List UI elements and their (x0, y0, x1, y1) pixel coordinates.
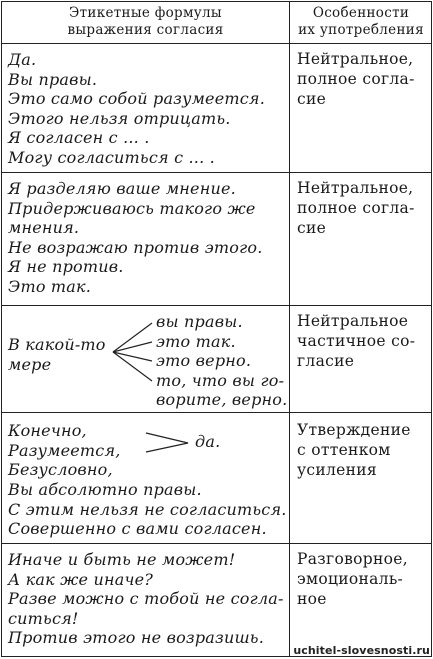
usage-line: полное согла- (297, 69, 415, 88)
usage-line: полное согла- (297, 198, 415, 217)
row4-usage (297, 421, 411, 480)
phrase: Это само собой разумеется. (8, 89, 266, 109)
arrow-line (146, 433, 188, 452)
usage-line: Нейтральное (297, 312, 409, 330)
row5-phrases (8, 550, 284, 648)
phrase: Иначе и быть не может! (8, 550, 236, 569)
phrase: Я согласен с ... . (8, 128, 150, 148)
usage-line: гласие (297, 351, 355, 370)
branch-phrase: это так. (156, 331, 236, 351)
usage-line: Утверждение (297, 421, 411, 439)
usage-line: Нейтральное, (297, 50, 414, 68)
phrase: Безусловно, (8, 460, 113, 480)
phrase: Разве можно с тобой не согла- (8, 589, 284, 609)
usage-line: сие (297, 89, 327, 108)
phrase: С этим нельзя не согласиться. (8, 499, 287, 519)
branch-phrase: то, что вы го- (156, 370, 285, 390)
target-phrase: да. (195, 432, 221, 451)
header-line: Особенности (312, 5, 410, 21)
usage-line: ное (297, 589, 327, 608)
phrase: Вы абсолютно правы. (8, 480, 202, 499)
header-line: выражения согласия (67, 22, 224, 38)
phrase: мнения. (8, 218, 80, 238)
phrase: А как же иначе? (8, 569, 154, 589)
phrase: Конечно, (8, 421, 87, 440)
branch-phrase: это верно. (156, 351, 252, 371)
usage-line: эмоциональ- (297, 569, 404, 588)
usage-line: усиления (297, 460, 377, 479)
phrase: Я разделяю ваше мнение. (8, 179, 236, 198)
branch-line (113, 323, 152, 352)
phrase: Совершенно с вами согласен. (8, 519, 267, 539)
phrase: Я не против. (8, 257, 124, 277)
phrase: мере (8, 354, 52, 374)
phrase: Могу согласиться с ... . (8, 147, 215, 167)
phrase: Да. (8, 50, 37, 69)
phrase: Это так. (8, 276, 92, 296)
row4-target (195, 432, 220, 452)
usage-line: Нейтральное, (297, 179, 414, 197)
usage-line: частичное со- (297, 331, 416, 350)
usage-line: с оттенком (297, 440, 391, 459)
phrase: Против этого не возразишь. (8, 628, 265, 648)
branch-phrase: вы правы. (156, 312, 243, 331)
usage-line: сие (297, 218, 327, 237)
phrase: ситься! (8, 608, 79, 628)
row4-phrases (8, 480, 287, 539)
row4-lead (8, 421, 121, 480)
row5-usage (297, 550, 408, 609)
row3-usage (297, 312, 415, 371)
phrase: Придерживаюсь такого же (8, 198, 256, 218)
header-line: их употребления (298, 22, 424, 38)
header-line: Этикетные формулы (69, 5, 222, 21)
phrase: Вы правы. (8, 69, 98, 89)
phrase: Разумеется, (8, 440, 121, 460)
phrase: Не возражаю против этого. (8, 237, 263, 257)
watermark: uchitel-slovesnosti.ru (293, 644, 430, 657)
branch-phrase: ворите, верно. (156, 390, 288, 410)
phrase: В какой-то (8, 335, 106, 354)
usage-line: Разговорное, (297, 550, 408, 568)
phrase: Этого нельзя отрицать. (8, 108, 231, 128)
